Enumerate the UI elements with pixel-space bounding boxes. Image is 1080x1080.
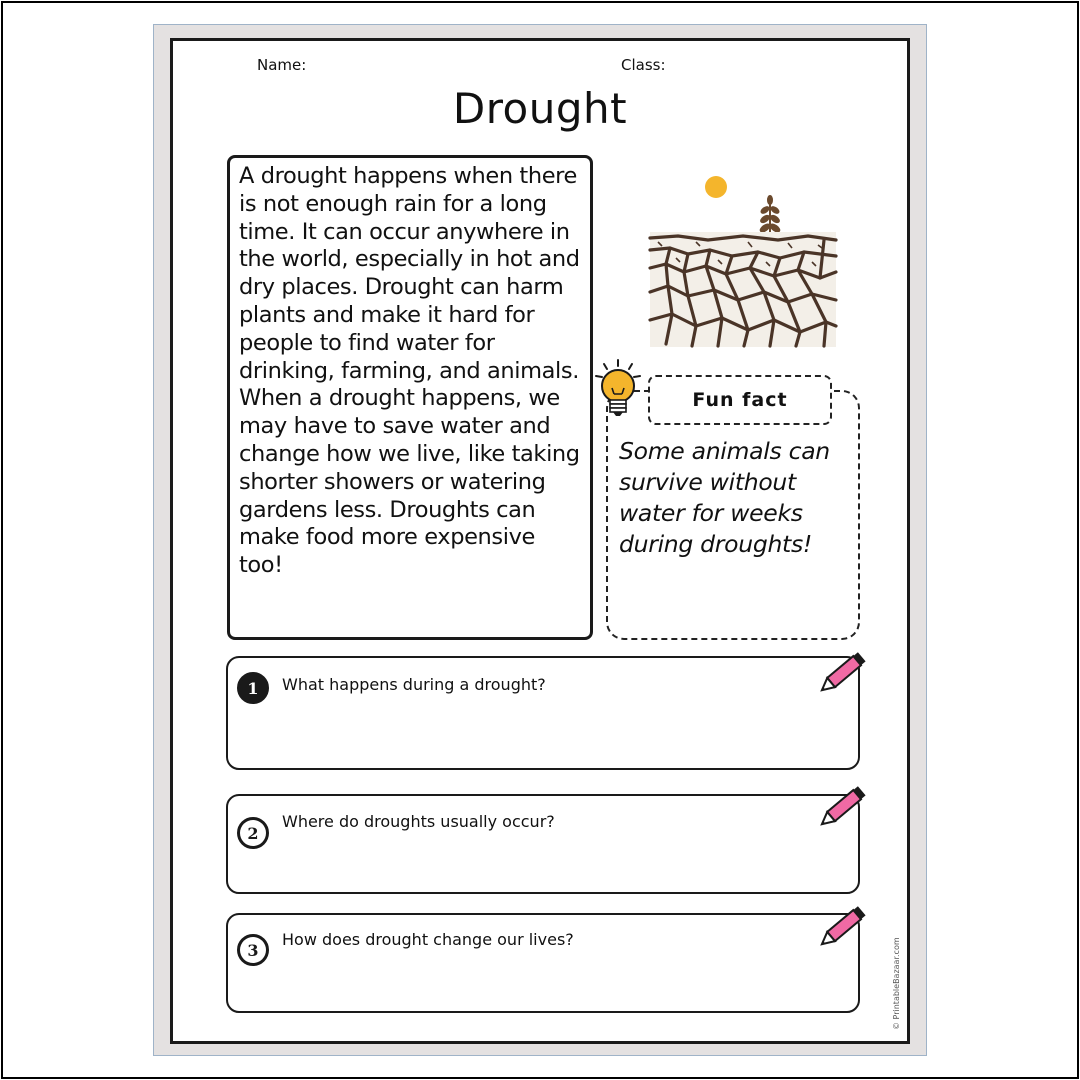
question-3-number: 3 (240, 937, 266, 963)
question-2-number-badge (237, 817, 269, 849)
question-2-number: 2 (240, 820, 266, 846)
page-title: Drought (452, 84, 628, 133)
question-1-number: 1 (240, 675, 266, 701)
pencil-icon (818, 650, 870, 696)
copyright-footer: © PrintableBazaar.com (892, 937, 901, 1030)
question-1-text: What happens during a drought? (282, 675, 546, 694)
pencil-icon (818, 784, 870, 830)
reading-passage-box (227, 155, 593, 640)
lightbulb-icon (594, 358, 644, 420)
question-3-text: How does drought change our lives? (282, 930, 574, 949)
question-2-answer-box[interactable] (226, 794, 860, 894)
question-1-number-badge (237, 672, 269, 704)
question-3-answer-box[interactable] (226, 913, 860, 1013)
question-1-answer-box[interactable] (226, 656, 860, 770)
class-label: Class: (621, 56, 666, 74)
pencil-icon (818, 904, 870, 950)
question-2-text: Where do droughts usually occur? (282, 812, 555, 831)
sun-icon (705, 176, 727, 198)
name-label: Name: (257, 56, 307, 74)
fun-fact-text: Some animals can survive without water for weeks during droughts! (619, 437, 830, 558)
reading-passage: A drought happens when there is not enough rain for a long time. It can occur anywhere in the world, especially in hot and dry places. Drought can harm plants and make it hard for people to find water for drinking, farming, and animals. When a drought happens, we may have to save water and change how we live, like taking shorter showers or watering gardens less. Droughts can make food more expensive too! (239, 163, 580, 579)
question-3-number-badge (237, 934, 269, 966)
cracked-earth-illustration (648, 170, 838, 350)
fun-fact-heading: Fun fact (648, 375, 832, 425)
